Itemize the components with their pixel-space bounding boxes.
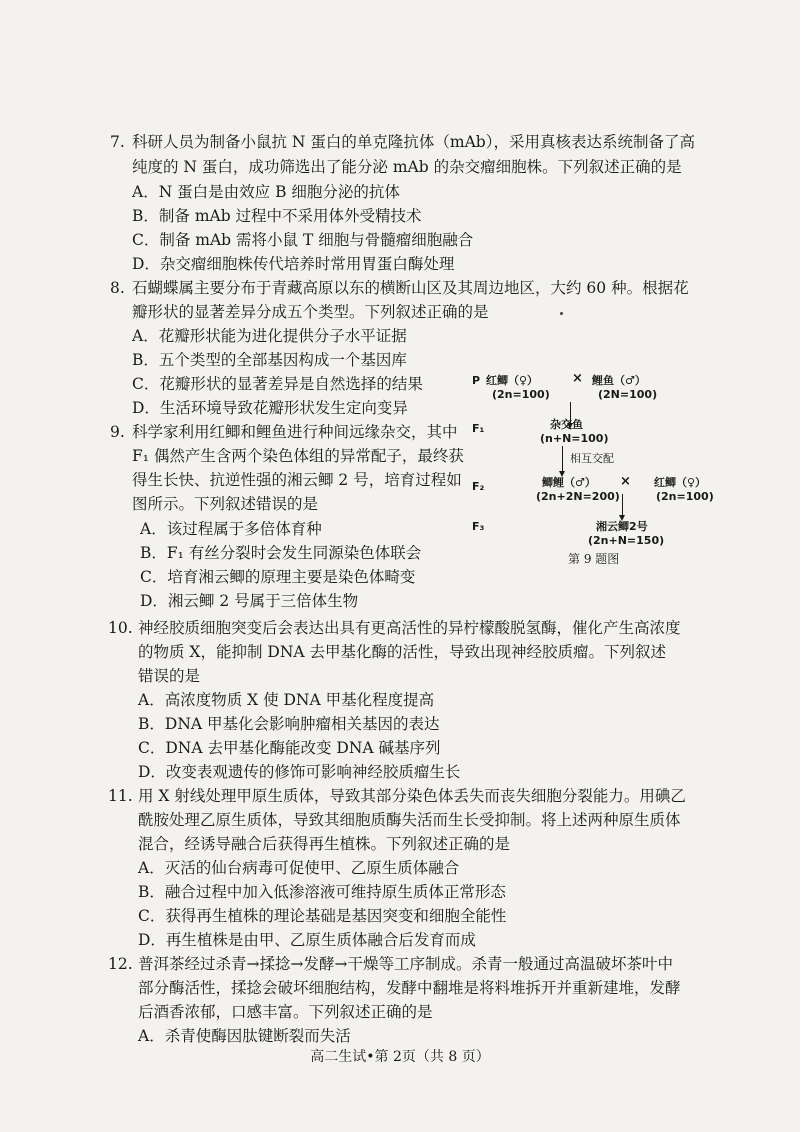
q12-stem-line-2: 部分酶活性，揉捻会破坏细胞结构，发酵中翻堆是将料堆拆开并重新建堆，发酵 <box>138 979 681 997</box>
q8-stem-line-2: 瓣形状的显著差异分成五个类型。下列叙述正确的是 <box>132 303 489 321</box>
q11-stem-line-3: 混合，经诱导融合后获得再生植株。下列叙述正确的是 <box>138 835 511 853</box>
q9-option-b: B．F₁ 有丝分裂时会发生同源染色体联会 <box>140 544 422 562</box>
q9-stem-line-1: 9. 科学家利用红鲫和鲤鱼进行种间远缘杂交，其中 <box>110 423 458 441</box>
fig-f1-label: F₁ <box>472 422 485 435</box>
q8-option-a: A．花瓣形状能为进化提供分子水平证据 <box>132 327 407 345</box>
q10-option-d: D．改变表观遗传的修饰可影响神经胶质瘤生长 <box>138 763 461 781</box>
q11-stem-line-1: 11. 用 X 射线处理甲原生质体，导致其部分染色体丢失而丧失细胞分裂能力。用碘乙 <box>108 787 686 805</box>
q10-stem-line-3: 错误的是 <box>138 667 201 685</box>
q9-option-d: D．湘云鲫 2 号属于三倍体生物 <box>140 592 359 610</box>
q7-option-b: B．制备 mAb 过程中不采用体外受精技术 <box>132 207 422 225</box>
fig-f1-step: 相互交配 <box>570 452 614 465</box>
q7-number: 7. <box>110 133 125 151</box>
fig-f3-chrom: (2n+N=150) <box>588 534 665 547</box>
q7-option-d: D．杂交瘤细胞株传代培养时常用胃蛋白酶处理 <box>132 255 455 273</box>
fig-f2-male-chrom: (2n+2N=200) <box>536 490 620 503</box>
fig-arrow-f2-f3 <box>622 494 623 516</box>
q12-number: 12. <box>108 955 133 973</box>
q9-number: 9. <box>110 423 125 441</box>
fig-f1-chrom: (n+N=100) <box>540 432 609 445</box>
q11-option-d: D．再生植株是由甲、乙原生质体融合后发育而成 <box>138 931 476 949</box>
q10-option-b: B．DNA 甲基化会影响肿瘤相关基因的表达 <box>138 715 440 733</box>
scan-speck <box>560 312 563 315</box>
q11-option-b: B．融合过程中加入低渗溶液可维持原生质体正常形态 <box>138 883 506 901</box>
q11-option-c: C．获得再生植株的理论基础是基因突变和细胞全能性 <box>138 907 507 925</box>
q8-option-c: C．花瓣形状的显著差异是自然选择的结果 <box>132 375 423 393</box>
q10-option-c: C．DNA 去甲基化酶能改变 DNA 碱基序列 <box>138 739 441 757</box>
q7-option-a: A．N 蛋白是由效应 B 细胞分泌的抗体 <box>132 183 400 201</box>
q12-option-a: A．杀青使酶因肽键断裂而失活 <box>138 1027 351 1045</box>
fig-f2-label: F₂ <box>472 480 485 493</box>
fig-p-label: P <box>472 374 481 387</box>
q8-option-d: D．生活环境导致花瓣形状发生定向变异 <box>132 399 408 417</box>
fig-f3-name: 湘云鲫2号 <box>596 520 648 533</box>
q9-option-c: C．培育湘云鲫的原理主要是染色体畸变 <box>140 568 416 586</box>
fig-f2-female: 红鲫（♀） <box>654 476 707 489</box>
q11-option-a: A．灭活的仙台病毒可促使甲、乙原生质体融合 <box>138 859 460 877</box>
fig-p-male: 鲤鱼（♂） <box>592 374 646 387</box>
q9-option-a: A．该过程属于多倍体育种 <box>140 520 322 538</box>
q7-stem-line-2: 纯度的 N 蛋白，成功筛选出了能分泌 mAb 的杂交瘤细胞株。下列叙述正确的是 <box>132 158 682 176</box>
q8-option-b: B．五个类型的全部基因构成一个基因库 <box>132 351 407 369</box>
q11-stem-line-2: 酰胺处理乙原生质体，导致其细胞质酶失活而生长受抑制。将上述两种原生质体 <box>138 811 681 829</box>
q9-stem-line-2: F₁ 偶然产生含两个染色体组的异常配子，最终获 <box>132 447 464 465</box>
q10-option-a: A．高浓度物质 X 使 DNA 甲基化程度提高 <box>138 691 435 709</box>
q11-number: 11. <box>108 787 133 805</box>
q8-number: 8. <box>110 279 125 297</box>
fig-p-female-chrom: (2n=100) <box>492 388 550 401</box>
q10-stem-line-2: 的物质 X，能抑制 DNA 去甲基化酶的活性，导致出现神经胶质瘤。下列叙述 <box>138 643 667 661</box>
fig-arrow-f1-f2 <box>562 446 563 472</box>
fig-f2-female-chrom: (2n=100) <box>656 490 714 503</box>
fig-f2-male: 鲫鲤（♂） <box>542 476 596 489</box>
fig-f1-name: 杂交鱼 <box>550 418 583 431</box>
fig-p-male-chrom: (2N=100) <box>598 388 658 401</box>
fig-p-cross: × <box>572 371 583 386</box>
page-footer: 高二生试•第 2页（共 8 页） <box>310 1049 490 1065</box>
q12-stem-line-1: 12. 普洱茶经过杀青→揉捻→发酵→干燥等工序制成。杀青一般通过高温破坏茶叶中 <box>108 955 673 973</box>
q9-stem-line-4: 图所示。下列叙述错误的是 <box>132 495 319 513</box>
q10-number: 10. <box>108 619 133 637</box>
q10-stem-line-1: 10. 神经胶质细胞突变后会表达出具有更高活性的异柠檬酸脱氢酶，催化产生高浓度 <box>108 619 681 637</box>
q8-stem-line-1: 8. 石蝴蝶属主要分布于青藏高原以东的横断山区及其周边地区，大约 60 种。根据花 <box>110 279 689 297</box>
fig-p-female: 红鲫（♀） <box>486 374 539 387</box>
q7-stem-line-1: 7. 科研人员为制备小鼠抗 N 蛋白的单克隆抗体（mAb），采用真核表达系统制备了高 <box>110 133 695 151</box>
fig-f2-cross: × <box>620 474 631 489</box>
q7-option-c: C．制备 mAb 需将小鼠 T 细胞与骨髓瘤细胞融合 <box>132 231 474 249</box>
q9-breeding-diagram <box>470 362 720 577</box>
q9-stem-line-3: 得生长快、抗逆性强的湘云鲫 2 号，培育过程如 <box>132 471 462 489</box>
fig-caption: 第 9 题图 <box>568 552 620 566</box>
fig-f3-label: F₃ <box>472 520 485 533</box>
q12-stem-line-3: 后酒香浓郁，口感丰富。下列叙述正确的是 <box>138 1003 433 1021</box>
